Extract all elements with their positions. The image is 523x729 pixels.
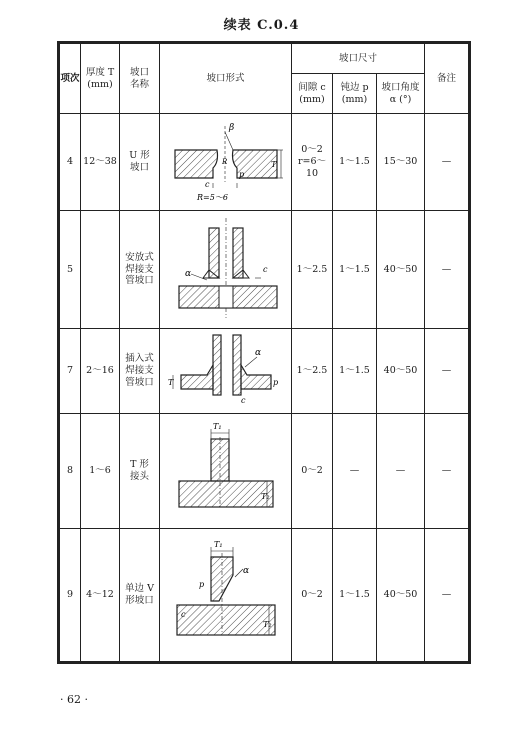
groove-table: [59, 43, 469, 662]
table-row: [60, 114, 469, 211]
header-thickness-l2: (mm): [87, 78, 113, 90]
page-number: · 62 ·: [60, 693, 88, 706]
fig-t2: T₂: [260, 492, 270, 502]
header-name-l1: 坡口: [129, 66, 149, 78]
header-gap: [292, 74, 333, 114]
fig-alpha: α: [184, 268, 191, 279]
header-thickness-l1: 厚度 T: [85, 66, 115, 78]
row-name-l3: 管坡口: [125, 376, 154, 388]
row-root: 1～1.5: [333, 114, 377, 211]
header-root-l2: (mm): [341, 93, 368, 105]
header-gap-l2: (mm): [299, 93, 325, 105]
row-name-l2: 焊接支: [125, 263, 154, 275]
set-on-diagram: [167, 214, 285, 322]
row-angle: 40～50: [377, 211, 425, 329]
fig-c: c: [204, 180, 209, 190]
row-gap: [292, 114, 333, 211]
row-root: 1～1.5: [333, 529, 377, 662]
row-thickness: 4～12: [81, 529, 120, 662]
table-row: [60, 329, 469, 414]
fig-r: R: [221, 158, 227, 167]
row-gap: 0～2: [292, 529, 333, 662]
row-no: 9: [60, 529, 81, 662]
table-row: [60, 414, 469, 529]
header-thickness: [81, 44, 120, 114]
row-angle: 40～50: [377, 329, 425, 414]
fig-c: c: [240, 396, 245, 406]
row-thickness: 2～16: [81, 329, 120, 414]
fig-p: p: [238, 170, 244, 180]
row-no: 4: [60, 114, 81, 211]
row-no: 7: [60, 329, 81, 414]
row-note: —: [425, 329, 469, 414]
row-figure: [160, 211, 292, 329]
row-gap: 1～2.5: [292, 329, 333, 414]
header-size-group: 坡口尺寸: [292, 44, 425, 74]
row-name: [120, 114, 160, 211]
fig-t: T: [167, 378, 173, 388]
fig-t2: T₂: [262, 620, 272, 630]
row-thickness: 1～6: [81, 414, 120, 529]
row-name-l2: 接头: [129, 471, 149, 482]
header-name-l2: 名称: [129, 78, 149, 90]
set-in-diagram: [167, 331, 285, 407]
row-root: 1～1.5: [333, 211, 377, 329]
row-note: —: [425, 211, 469, 329]
row-name-l1: U 形: [129, 150, 150, 162]
row-gap-l2: r=6～10: [297, 156, 327, 179]
row-name-l2: 坡口: [129, 162, 149, 173]
row-note: —: [425, 414, 469, 529]
row-angle: —: [377, 414, 425, 529]
header-root-l1: 钝边 p: [340, 81, 369, 93]
table-row: [60, 529, 469, 662]
row-name: [120, 414, 160, 529]
header-row-1: [60, 44, 469, 74]
table-caption: 续表 C.0.4: [223, 18, 300, 33]
header-name: [120, 44, 160, 114]
row-root: 1～1.5: [333, 329, 377, 414]
header-gap-l1: 间隙 c: [298, 81, 326, 93]
fig-p: p: [272, 378, 278, 388]
table-row: [60, 211, 469, 329]
row-figure: [160, 529, 292, 662]
u-groove-diagram: [167, 116, 285, 204]
row-name-l3: 管坡口: [125, 275, 154, 287]
fig-alpha: α: [242, 566, 249, 577]
header-no: 项次: [60, 44, 81, 114]
row-name: [120, 329, 160, 414]
header-angle: [377, 74, 425, 114]
fig-beta: β: [228, 123, 234, 134]
single-v-diagram: [167, 533, 285, 653]
row-name-l1: 安放式: [125, 251, 154, 263]
row-figure: [160, 329, 292, 414]
header-root: [333, 74, 377, 114]
row-name-l2: 焊接支: [125, 365, 154, 377]
fig-p: p: [198, 580, 204, 590]
row-thickness: 12～38: [81, 114, 120, 211]
row-note: —: [425, 114, 469, 211]
row-angle: 40～50: [377, 529, 425, 662]
t-joint-diagram: [167, 417, 285, 521]
row-name-l1: 单边 V: [125, 583, 154, 595]
row-note: —: [425, 529, 469, 662]
header-note: 备注: [425, 44, 469, 114]
row-angle: 15～30: [377, 114, 425, 211]
row-name: [120, 211, 160, 329]
row-no: 8: [60, 414, 81, 529]
row-figure: [160, 114, 292, 211]
fig-t1: T₁: [212, 422, 222, 432]
row-name-l2: 形坡口: [125, 595, 154, 606]
row-name-l1: T 形: [130, 459, 149, 471]
header-form: 坡口形式: [160, 44, 292, 114]
row-name-l1: 插入式: [125, 353, 154, 365]
row-root: —: [333, 414, 377, 529]
fig-t1: T₁: [213, 540, 223, 550]
fig-alpha: α: [254, 348, 261, 359]
row-gap-l1: 0～2: [301, 144, 323, 156]
row-figure: [160, 414, 292, 529]
row-gap: 1～2.5: [292, 211, 333, 329]
fig-c: c: [180, 610, 185, 620]
header-angle-l1: 坡口角度: [381, 81, 420, 93]
row-no: 5: [60, 211, 81, 329]
fig-radius: R=5～6: [196, 193, 228, 203]
row-gap: 0～2: [292, 414, 333, 529]
fig-c: c: [262, 264, 267, 274]
fig-t: T: [270, 160, 276, 170]
header-angle-l2: α (°): [389, 93, 412, 105]
row-thickness: [81, 211, 120, 329]
row-name: [120, 529, 160, 662]
